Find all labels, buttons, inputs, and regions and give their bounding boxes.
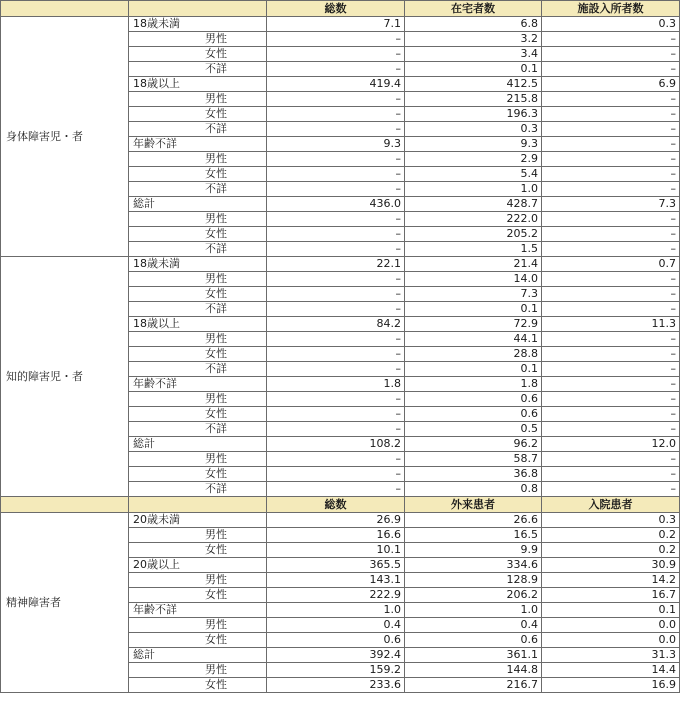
sex-category-label: 女性	[129, 167, 267, 182]
value-cell: 44.1	[405, 332, 542, 347]
value-cell: –	[542, 302, 680, 317]
value-cell: –	[542, 182, 680, 197]
sex-category-label: 女性	[129, 227, 267, 242]
value-cell: –	[267, 287, 405, 302]
value-cell: 0.0	[542, 618, 680, 633]
value-cell: 0.5	[405, 422, 542, 437]
value-cell: 128.9	[405, 573, 542, 588]
value-cell: 0.1	[405, 62, 542, 77]
sex-category-label: 不詳	[129, 362, 267, 377]
sex-category-label: 女性	[129, 347, 267, 362]
value-cell: 6.9	[542, 77, 680, 92]
value-cell: 7.3	[405, 287, 542, 302]
sex-category-label: 女性	[129, 47, 267, 62]
value-cell: 1.0	[405, 603, 542, 618]
age-category-label: 総計	[129, 437, 267, 452]
column-header: 総数	[267, 1, 405, 17]
value-cell: –	[267, 107, 405, 122]
age-category-label: 年齢不詳	[129, 137, 267, 152]
value-cell: 0.4	[267, 618, 405, 633]
header-row-physical	[1, 1, 680, 17]
column-header: 施設入所者数	[542, 1, 680, 17]
sex-category-label: 女性	[129, 543, 267, 558]
value-cell: –	[542, 422, 680, 437]
header-blank-cell	[129, 1, 267, 17]
value-cell: 0.2	[542, 528, 680, 543]
value-cell: 412.5	[405, 77, 542, 92]
age-category-label: 年齢不詳	[129, 603, 267, 618]
value-cell: –	[267, 362, 405, 377]
value-cell: –	[267, 212, 405, 227]
value-cell: 159.2	[267, 663, 405, 678]
value-cell: –	[542, 287, 680, 302]
value-cell: 9.9	[405, 543, 542, 558]
header-blank-cell	[129, 497, 267, 513]
value-cell: 14.4	[542, 663, 680, 678]
value-cell: 334.6	[405, 558, 542, 573]
value-cell: –	[542, 272, 680, 287]
value-cell: 216.7	[405, 678, 542, 693]
value-cell: 428.7	[405, 197, 542, 212]
sex-category-label: 不詳	[129, 122, 267, 137]
value-cell: 143.1	[267, 573, 405, 588]
value-cell: –	[267, 272, 405, 287]
value-cell: 6.8	[405, 17, 542, 32]
sex-category-label: 男性	[129, 392, 267, 407]
value-cell: 222.9	[267, 588, 405, 603]
header-row-mental	[1, 497, 680, 513]
value-cell: 233.6	[267, 678, 405, 693]
group-label-intellectual: 知的障害児・者	[1, 257, 129, 497]
age-category-label: 18歳未満	[129, 257, 267, 272]
value-cell: 205.2	[405, 227, 542, 242]
value-cell: 0.1	[405, 362, 542, 377]
sex-category-label: 女性	[129, 107, 267, 122]
value-cell: 365.5	[267, 558, 405, 573]
sex-category-label: 男性	[129, 152, 267, 167]
header-blank-cell	[1, 1, 129, 17]
sex-category-label: 男性	[129, 32, 267, 47]
table-row	[1, 513, 680, 528]
value-cell: –	[542, 32, 680, 47]
value-cell: 0.6	[267, 633, 405, 648]
value-cell: 9.3	[267, 137, 405, 152]
value-cell: 0.8	[405, 482, 542, 497]
group-label-physical: 身体障害児・者	[1, 17, 129, 257]
value-cell: –	[542, 47, 680, 62]
value-cell: –	[542, 362, 680, 377]
age-category-label: 総計	[129, 648, 267, 663]
value-cell: 16.5	[405, 528, 542, 543]
sex-category-label: 男性	[129, 618, 267, 633]
value-cell: 1.5	[405, 242, 542, 257]
sex-category-label: 女性	[129, 678, 267, 693]
age-category-label: 20歳以上	[129, 558, 267, 573]
table-row	[1, 257, 680, 272]
value-cell: 14.0	[405, 272, 542, 287]
value-cell: 7.1	[267, 17, 405, 32]
value-cell: 5.4	[405, 167, 542, 182]
value-cell: –	[542, 347, 680, 362]
value-cell: 11.3	[542, 317, 680, 332]
value-cell: –	[267, 167, 405, 182]
value-cell: –	[542, 152, 680, 167]
value-cell: 3.4	[405, 47, 542, 62]
value-cell: –	[267, 407, 405, 422]
value-cell: 96.2	[405, 437, 542, 452]
sex-category-label: 女性	[129, 287, 267, 302]
age-category-label: 年齢不詳	[129, 377, 267, 392]
value-cell: 0.6	[405, 633, 542, 648]
column-header: 総数	[267, 497, 405, 513]
sex-category-label: 女性	[129, 588, 267, 603]
value-cell: 12.0	[542, 437, 680, 452]
value-cell: –	[542, 377, 680, 392]
value-cell: –	[542, 467, 680, 482]
age-category-label: 総計	[129, 197, 267, 212]
value-cell: 3.2	[405, 32, 542, 47]
value-cell: 196.3	[405, 107, 542, 122]
value-cell: –	[542, 407, 680, 422]
value-cell: 7.3	[542, 197, 680, 212]
value-cell: 26.6	[405, 513, 542, 528]
value-cell: 36.8	[405, 467, 542, 482]
value-cell: 0.3	[542, 17, 680, 32]
value-cell: 0.4	[405, 618, 542, 633]
value-cell: –	[267, 32, 405, 47]
value-cell: 1.8	[267, 377, 405, 392]
value-cell: –	[267, 347, 405, 362]
age-category-label: 20歳未満	[129, 513, 267, 528]
value-cell: 206.2	[405, 588, 542, 603]
value-cell: –	[267, 182, 405, 197]
value-cell: –	[542, 212, 680, 227]
value-cell: 1.0	[267, 603, 405, 618]
value-cell: 26.9	[267, 513, 405, 528]
value-cell: 16.7	[542, 588, 680, 603]
sex-category-label: 不詳	[129, 242, 267, 257]
value-cell: 108.2	[267, 437, 405, 452]
value-cell: –	[267, 422, 405, 437]
value-cell: 1.0	[405, 182, 542, 197]
age-category-label: 18歳以上	[129, 77, 267, 92]
value-cell: –	[267, 452, 405, 467]
sex-category-label: 不詳	[129, 302, 267, 317]
value-cell: –	[542, 227, 680, 242]
sex-category-label: 不詳	[129, 182, 267, 197]
value-cell: 222.0	[405, 212, 542, 227]
value-cell: 72.9	[405, 317, 542, 332]
sex-category-label: 女性	[129, 467, 267, 482]
sex-category-label: 不詳	[129, 62, 267, 77]
sex-category-label: 女性	[129, 407, 267, 422]
value-cell: 9.3	[405, 137, 542, 152]
value-cell: 31.3	[542, 648, 680, 663]
value-cell: 14.2	[542, 573, 680, 588]
sex-category-label: 男性	[129, 92, 267, 107]
value-cell: –	[267, 227, 405, 242]
column-header: 在宅者数	[405, 1, 542, 17]
value-cell: 10.1	[267, 543, 405, 558]
value-cell: 84.2	[267, 317, 405, 332]
value-cell: –	[542, 92, 680, 107]
value-cell: –	[542, 482, 680, 497]
value-cell: –	[542, 392, 680, 407]
value-cell: 0.0	[542, 633, 680, 648]
value-cell: 419.4	[267, 77, 405, 92]
sex-category-label: 男性	[129, 663, 267, 678]
sex-category-label: 男性	[129, 573, 267, 588]
value-cell: 16.9	[542, 678, 680, 693]
value-cell: –	[542, 242, 680, 257]
value-cell: –	[542, 107, 680, 122]
value-cell: –	[267, 392, 405, 407]
value-cell: –	[267, 302, 405, 317]
value-cell: 0.1	[405, 302, 542, 317]
header-blank-cell	[1, 497, 129, 513]
age-category-label: 18歳以上	[129, 317, 267, 332]
sex-category-label: 不詳	[129, 482, 267, 497]
value-cell: –	[267, 62, 405, 77]
group-label-mental: 精神障害者	[1, 513, 129, 693]
sex-category-label: 男性	[129, 452, 267, 467]
value-cell: 28.8	[405, 347, 542, 362]
value-cell: 30.9	[542, 558, 680, 573]
value-cell: –	[267, 92, 405, 107]
sex-category-label: 不詳	[129, 422, 267, 437]
value-cell: 144.8	[405, 663, 542, 678]
value-cell: –	[542, 452, 680, 467]
value-cell: 0.6	[405, 407, 542, 422]
value-cell: –	[267, 47, 405, 62]
value-cell: –	[542, 332, 680, 347]
value-cell: 0.3	[542, 513, 680, 528]
value-cell: 0.6	[405, 392, 542, 407]
value-cell: –	[542, 167, 680, 182]
value-cell: –	[267, 152, 405, 167]
value-cell: –	[267, 467, 405, 482]
sex-category-label: 男性	[129, 332, 267, 347]
value-cell: –	[542, 137, 680, 152]
value-cell: 21.4	[405, 257, 542, 272]
value-cell: 0.3	[405, 122, 542, 137]
column-header: 入院患者	[542, 497, 680, 513]
sex-category-label: 男性	[129, 272, 267, 287]
value-cell: 215.8	[405, 92, 542, 107]
sex-category-label: 女性	[129, 633, 267, 648]
value-cell: 2.9	[405, 152, 542, 167]
value-cell: 361.1	[405, 648, 542, 663]
value-cell: –	[267, 242, 405, 257]
value-cell: –	[267, 482, 405, 497]
value-cell: 58.7	[405, 452, 542, 467]
value-cell: –	[267, 332, 405, 347]
value-cell: –	[267, 122, 405, 137]
table-row	[1, 17, 680, 32]
value-cell: 0.7	[542, 257, 680, 272]
value-cell: 0.1	[542, 603, 680, 618]
value-cell: –	[542, 62, 680, 77]
value-cell: 392.4	[267, 648, 405, 663]
value-cell: 0.2	[542, 543, 680, 558]
age-category-label: 18歳未満	[129, 17, 267, 32]
column-header: 外来患者	[405, 497, 542, 513]
value-cell: 436.0	[267, 197, 405, 212]
value-cell: 22.1	[267, 257, 405, 272]
sex-category-label: 男性	[129, 528, 267, 543]
value-cell: 1.8	[405, 377, 542, 392]
sex-category-label: 男性	[129, 212, 267, 227]
value-cell: –	[542, 122, 680, 137]
value-cell: 16.6	[267, 528, 405, 543]
